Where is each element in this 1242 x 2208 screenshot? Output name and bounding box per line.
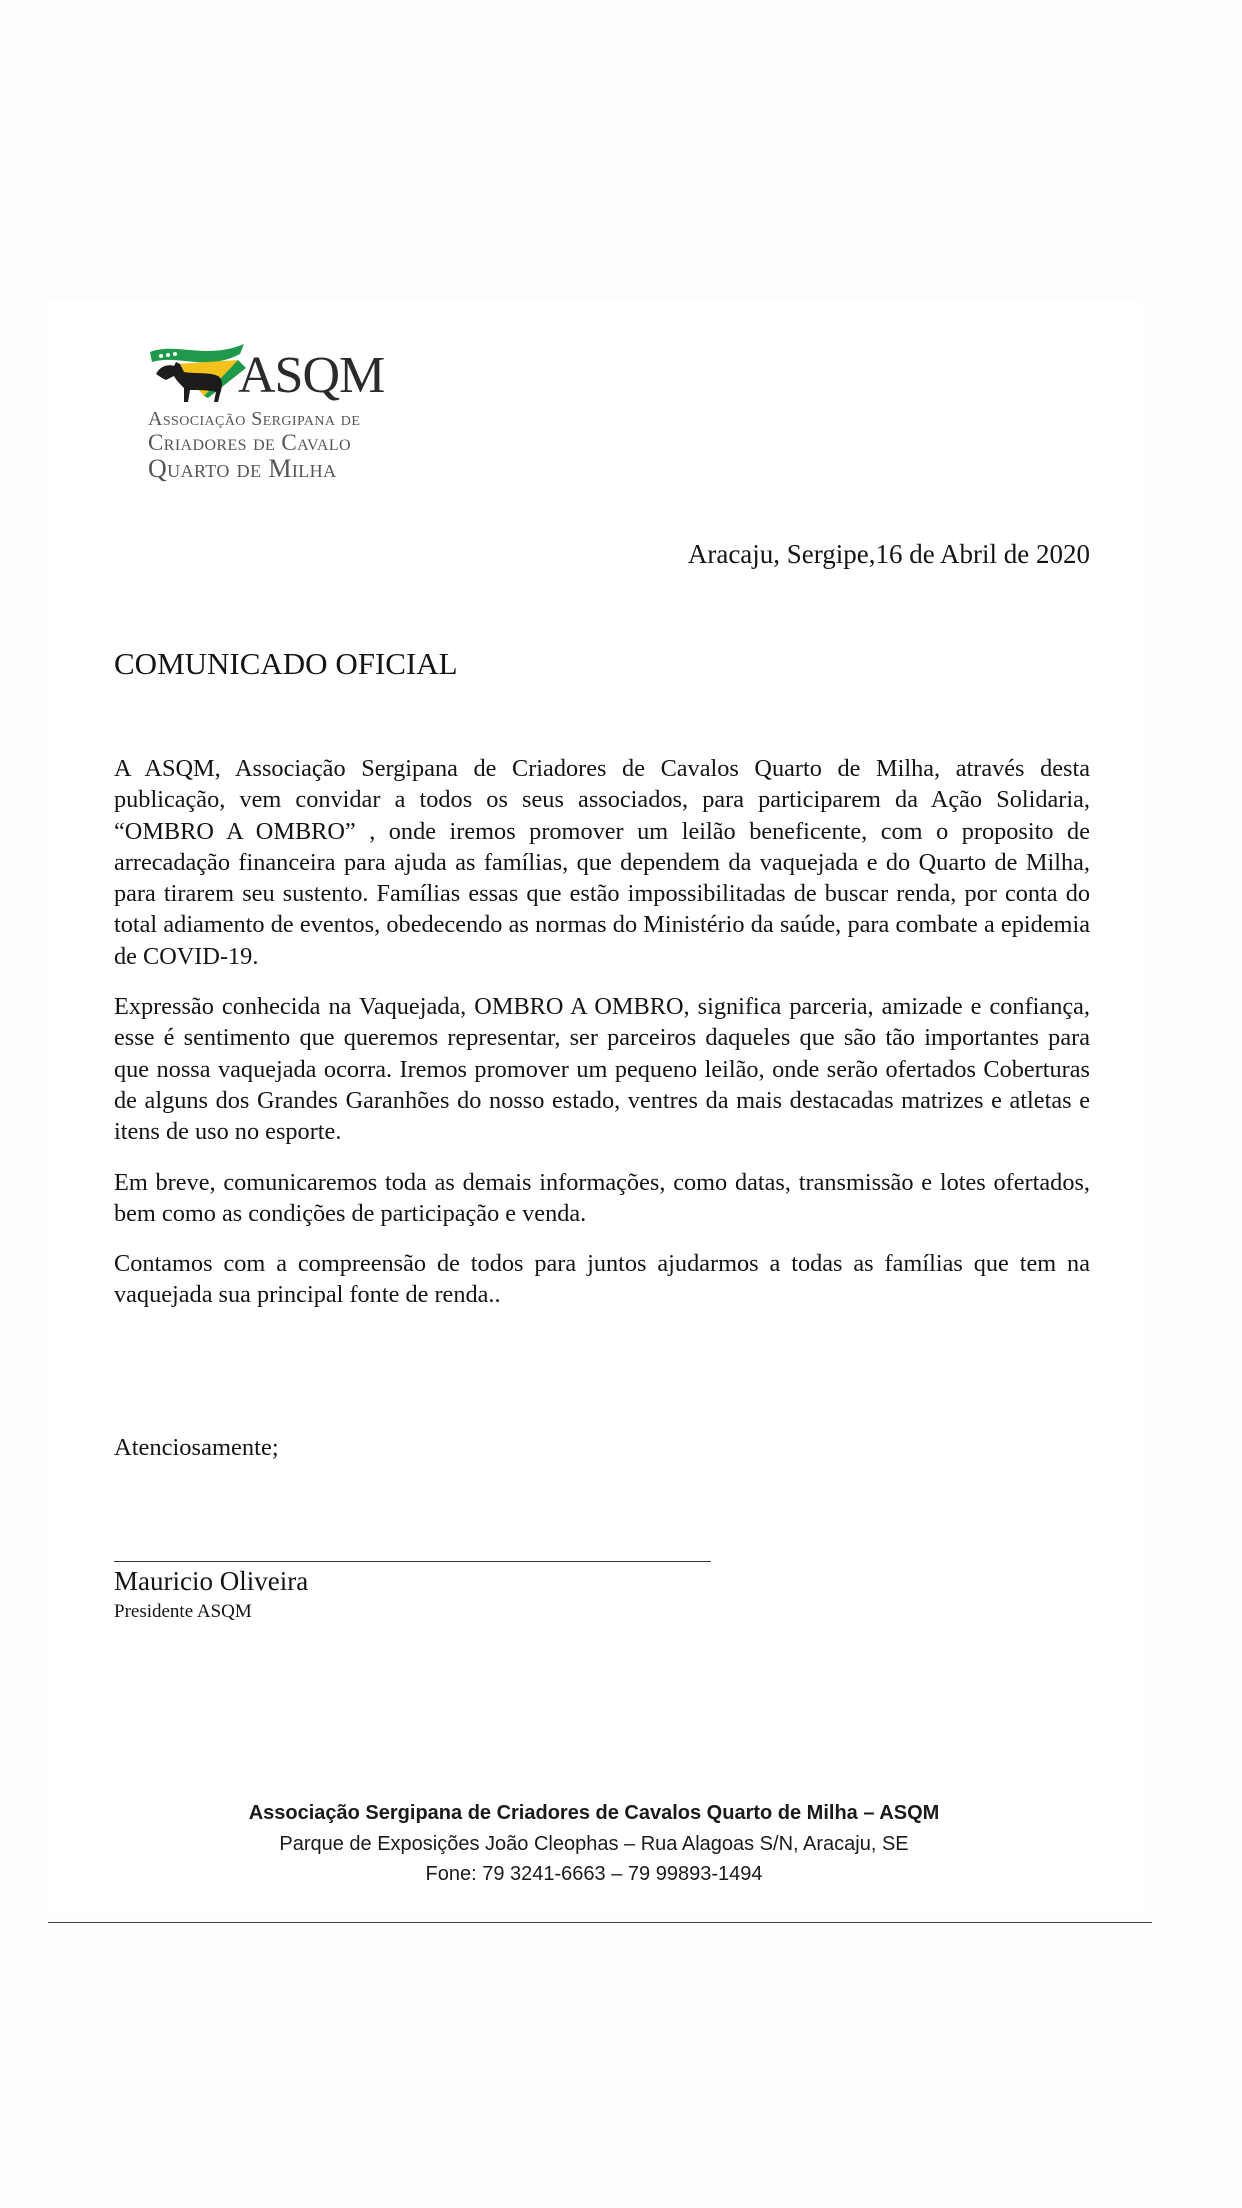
paragraph: Expressão conhecida na Vaquejada, OMBRO A OMBRO, significa parceria, amizade e confiança, esse é sentimento que queremos representar, ser parceiros daqueles que são tão importantes para que nossa vaquejada ocorra. Iremos promover um pequeno leilão, onde serão ofertados Coberturas de alguns dos Grandes Garanhões do nosso estado, ventres da mais destacadas matrizes e atletas e itens de uso no esporte. (114, 993, 1090, 1146)
signatory-name: Mauricio Oliveira (114, 1566, 309, 1596)
logo-subtitle-line1: Associação Sergipana de (148, 408, 361, 430)
paragraph: Contamos com a compreensão de todos para juntos ajudarmos a todas as famílias que tem na vaquejada sua principal fonte de renda.. (114, 1250, 1090, 1309)
signatory-role: Presidente ASQM (114, 1601, 252, 1622)
letter-title: COMUNICADO OFICIAL (114, 646, 458, 681)
footer-divider (48, 1922, 1152, 1923)
paragraph: A ASQM, Associação Sergipana de Criadores de Cavalos Quarto de Milha, através desta publicação, vem convidar a todos os seus associados, para participarem da Ação Solidaria, “OMBRO A OMBRO” , onde iremos promover um leilão beneficente, com o proposito de arrecadação financeira para ajuda as famílias, que dependem da vaquejada e do Quarto de Milha, para tirarem seu sustento. Famílias essas que estão impossibilitadas de buscar renda, por conta do total adiamento de eventos, obedecendo as normas do Ministério da saúde, para combate a epidemia de COVID-19. (114, 755, 1090, 970)
footer-organization: Associação Sergipana de Criadores de Cavalos Quarto de Milha – ASQM (248, 1802, 940, 1824)
footer-address: Parque de Exposições João Cleophas – Rua Alagoas S/N, Aracaju, SE (279, 1833, 909, 1855)
footer-phone: Fone: 79 3241-6663 – 79 99893-1494 (425, 1863, 763, 1885)
paragraph: Em breve, comunicaremos toda as demais informações, como datas, transmissão e lotes ofertados, bem como as condições de participação e venda. (114, 1168, 1090, 1227)
letter-body (114, 753, 1090, 1330)
closing-salutation: Atenciosamente; (114, 1434, 279, 1461)
letter-date: Aracaju, Sergipe,16 de Abril de 2020 (687, 539, 1090, 569)
asqm-logo (146, 338, 396, 483)
logo-wordmark: ASQM (238, 347, 385, 404)
logo-subtitle-line2: Criadores de Cavalo (148, 430, 351, 455)
logo-subtitle-line3: Quarto de Milha (148, 454, 337, 483)
signature-line (114, 1561, 711, 1562)
